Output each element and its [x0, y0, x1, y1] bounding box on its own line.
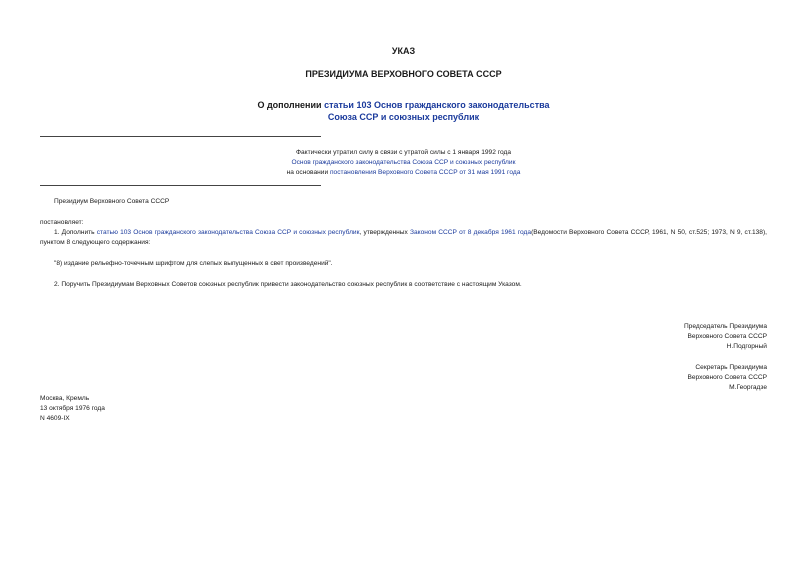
secretary-title-line1: Секретарь Президиума: [695, 364, 767, 371]
status-note: [0, 148, 807, 178]
chair-title-line1: Председатель Президиума: [683, 323, 767, 330]
divider-top: [40, 136, 321, 137]
document-subtitle: ПРЕЗИДИУМА ВЕРХОВНОГО СОВЕТА СССР: [305, 69, 502, 79]
signature-chairman: [684, 322, 767, 352]
document-title: УКАЗ: [391, 46, 416, 56]
divider-bottom: [40, 185, 321, 186]
status-line1: Фактически утратил силу в связи с утратой силы с 1 января 1992 года: [295, 149, 512, 156]
p1-suffix: (Ведомости Верховного Совета СССР, 1961, N 50, ст.525; 1973, N 9, ст.138), пунктом 8 следующего содержания:: [40, 229, 767, 246]
secretary-title-line2: Верховного Совета СССР: [687, 374, 767, 381]
heading-link-line2[interactable]: Союза ССР и союзных республик: [327, 112, 480, 122]
heading-prefix: О дополнении: [257, 100, 325, 110]
heading-link-line1[interactable]: статьи 103 Основ гражданского законодательства: [324, 100, 550, 110]
footer-number: N 4609-IX: [40, 415, 70, 422]
p1-prefix: 1. Дополнить: [54, 229, 97, 236]
document-footer: [40, 394, 105, 424]
chair-name: Н.Подгорный: [726, 343, 767, 350]
p1-link-law-1961[interactable]: Законом СССР от 8 декабря 1961 года: [409, 229, 532, 236]
p1-link-article-103[interactable]: статью 103 Основ гражданского законодательства Союза ССР и союзных республик: [96, 229, 360, 236]
paragraph-2: 2. Поручить Президиумам Верховных Советов союзных республик привести законодательство союзных республик в соответствие с настоящим Указом.: [54, 281, 522, 288]
footer-place: Москва, Кремль: [40, 395, 90, 402]
p1-mid: , утвержденных: [359, 229, 410, 236]
secretary-name: М.Георгадзе: [729, 384, 767, 391]
paragraph-1: [40, 228, 767, 248]
chair-title-line2: Верховного Совета СССР: [687, 333, 767, 340]
document-heading: [0, 99, 807, 123]
decree-word: постановляет:: [40, 219, 84, 226]
status-link-osnovy[interactable]: Основ гражданского законодательства Союза ССР и союзных республик: [291, 159, 516, 166]
signature-secretary: [687, 363, 767, 393]
quote-paragraph: "8) издание рельефно-точечным шрифтом для слепых выпущенных в свет произведений".: [54, 260, 333, 267]
status-line3-prefix: на основании: [286, 169, 330, 176]
footer-date: 13 октября 1976 года: [40, 405, 105, 412]
status-link-postanovlenie[interactable]: постановления Верховного Совета СССР от 31 мая 1991 года: [329, 169, 521, 176]
intro-text: Президиум Верховного Совета СССР: [54, 198, 170, 205]
